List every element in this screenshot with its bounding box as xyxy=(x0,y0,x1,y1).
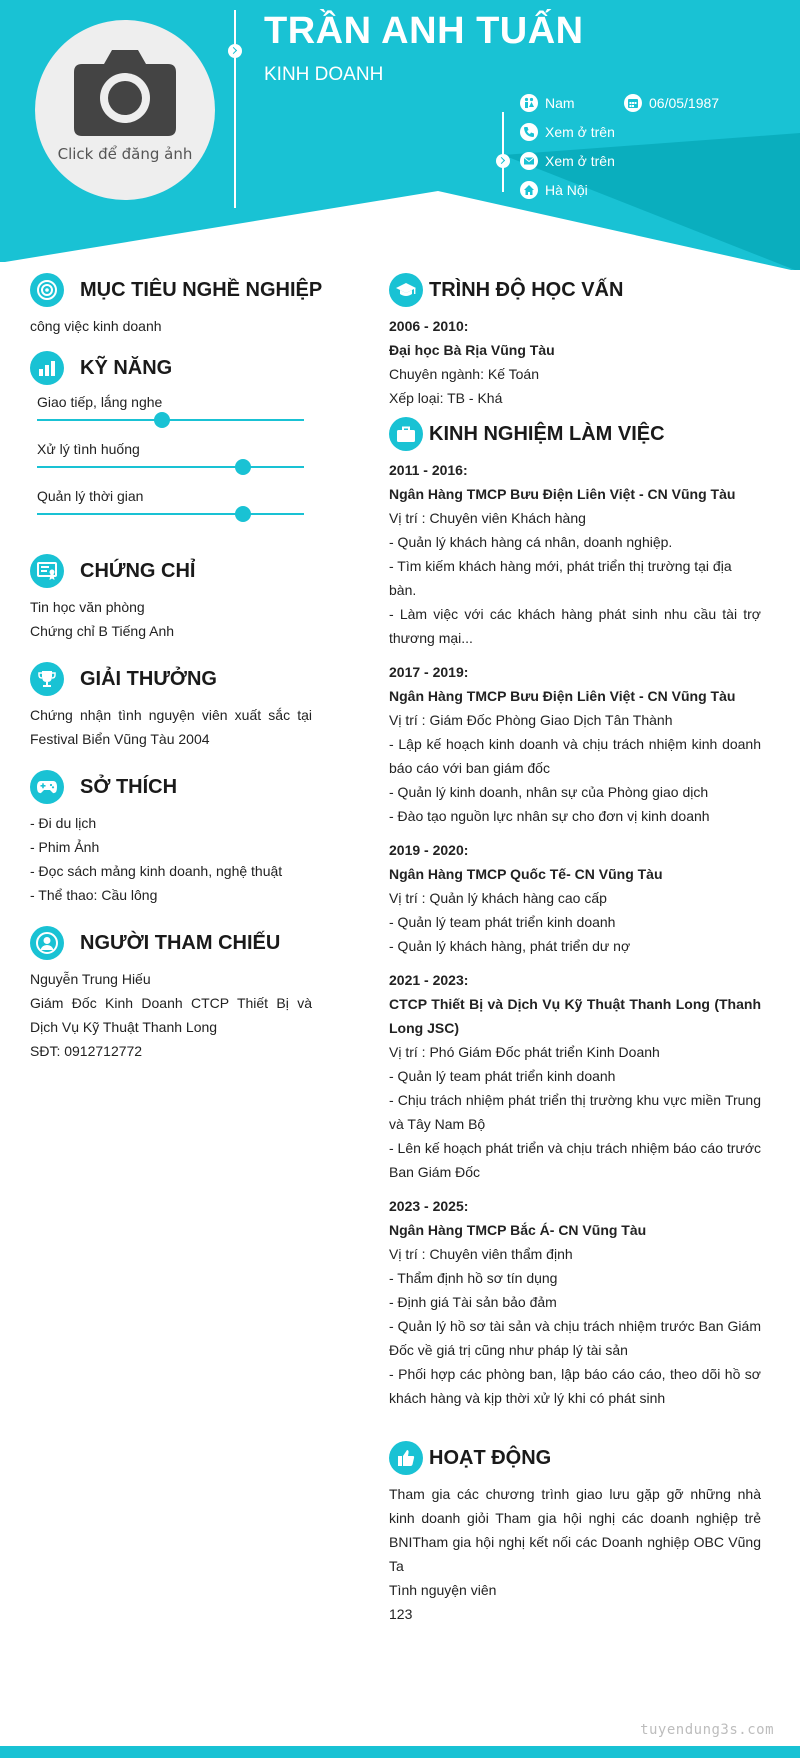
section-hobbies xyxy=(30,769,312,907)
section-title: NGƯỜI THAM CHIẾU xyxy=(80,931,281,954)
section-title: KỸ NĂNG xyxy=(80,356,173,379)
skill-level-marker xyxy=(235,506,251,522)
job-company: Ngân Hàng TMCP Bưu Điện Liên Việt - CN Vũng Tàu xyxy=(389,486,736,502)
briefcase-icon xyxy=(389,417,423,451)
job-line: Vị trí : Quản lý khách hàng cao cấp xyxy=(389,890,607,906)
job-line: - Quản lý team phát triển kinh doanh xyxy=(389,914,616,930)
mail-icon xyxy=(520,152,538,170)
objective-text: công việc kinh doanh xyxy=(30,318,162,334)
phone-value: Xem ở trên xyxy=(545,124,615,140)
certificate-item: Chứng chỉ B Tiếng Anh xyxy=(30,623,175,639)
candidate-name: TRẦN ANH TUẤN xyxy=(264,10,584,52)
section-header xyxy=(389,1440,761,1476)
job-entry xyxy=(389,968,761,1184)
info-phone xyxy=(520,123,615,141)
phone-icon xyxy=(520,123,538,141)
section-title: MỤC TIÊU NGHỀ NGHIỆP xyxy=(80,278,323,301)
address-value: Hà Nội xyxy=(545,182,588,198)
email-value: Xem ở trên xyxy=(545,153,615,169)
job-period: 2019 - 2020: xyxy=(389,842,469,858)
section-header xyxy=(30,272,323,308)
job-line: - Tìm kiếm khách hàng mới, phát triển thị trường tại địa bàn. xyxy=(389,558,732,598)
section-education xyxy=(389,272,761,410)
job-line: - Đào tạo nguồn lực nhân sự cho đơn vị kinh doanh xyxy=(389,808,710,824)
skill-level-marker xyxy=(235,459,251,475)
job-line: - Quản lý khách hàng cá nhân, doanh nghiệp. xyxy=(389,534,673,550)
job-line: - Phối hợp các phòng ban, lập báo cáo cáo, theo dõi hồ sơ khách hàng và kịp thời xử lý khi có phát sinh xyxy=(389,1366,761,1406)
resume-header xyxy=(0,0,800,270)
job-company: Ngân Hàng TMCP Bắc Á- CN Vũng Tàu xyxy=(389,1222,647,1238)
watermark: tuyendung3s.com xyxy=(640,1722,774,1738)
hobby-item: - Đọc sách mảng kinh doanh, nghệ thuật xyxy=(30,863,283,879)
section-header xyxy=(30,661,312,697)
job-company: Ngân Hàng TMCP Quốc Tế- CN Vũng Tàu xyxy=(389,866,663,882)
job-entry xyxy=(389,838,761,958)
info-address xyxy=(520,181,588,199)
bar-chart-icon xyxy=(30,351,64,385)
camera-icon xyxy=(72,44,178,136)
education-period: 2006 - 2010: xyxy=(389,318,469,334)
right-column xyxy=(389,272,761,1626)
education-grade: Xếp loại: TB - Khá xyxy=(389,390,503,406)
education-major: Chuyên ngành: Kế Toán xyxy=(389,366,539,382)
skill-level-marker xyxy=(154,412,170,428)
birthday-value: 06/05/1987 xyxy=(649,95,720,111)
hobby-item: - Thể thao: Cầu lông xyxy=(30,887,158,903)
trophy-icon xyxy=(30,662,64,696)
job-line: Vị trí : Chuyên viên thẩm định xyxy=(389,1246,573,1262)
job-line: - Định giá Tài sản bảo đảm xyxy=(389,1294,557,1310)
gender-value: Nam xyxy=(545,95,575,111)
section-title: TRÌNH ĐỘ HỌC VẤN xyxy=(429,278,624,301)
job-line: - Quản lý team phát triển kinh doanh xyxy=(389,1068,616,1084)
job-line: - Lên kế hoạch phát triển và chịu trách nhiệm báo cáo trước Ban Giám Đốc xyxy=(389,1140,761,1180)
gamepad-icon xyxy=(30,770,64,804)
job-line: - Làm việc với các khách hàng phát sinh nhu cầu tài trợ thương mại... xyxy=(389,606,761,646)
job-line: Vị trí : Chuyên viên Khách hàng xyxy=(389,510,586,526)
skill-label: Giao tiếp, lắng nghe xyxy=(37,394,163,410)
chevron-right-icon xyxy=(496,154,510,168)
activities-line: Tình nguyện viên xyxy=(389,1582,497,1598)
education-school: Đại học Bà Rịa Vũng Tàu xyxy=(389,342,555,358)
job-company: CTCP Thiết Bị và Dịch Vụ Kỹ Thuật Thanh Long (Thanh Long JSC) xyxy=(389,996,761,1036)
left-column xyxy=(30,272,323,1063)
section-reference xyxy=(30,925,312,1063)
section-objective xyxy=(30,272,323,338)
info-email xyxy=(520,152,615,170)
activities-text: Tham gia các chương trình giao lưu gặp gỡ những nhà kinh doanh giỏi Tham gia hội nghị các doanh nghiệp trẻ BNITham gia hội nghị kết nối các Doanh nghiệp OBC Vũng Ta xyxy=(389,1486,761,1574)
job-line: - Quản lý khách hàng, phát triển dư nợ xyxy=(389,938,631,954)
hobby-item: - Đi du lịch xyxy=(30,815,97,831)
section-awards xyxy=(30,661,312,751)
thumbs-up-icon xyxy=(389,1441,423,1475)
section-header xyxy=(30,553,312,589)
section-header xyxy=(30,350,312,386)
footer-bar xyxy=(0,1746,800,1758)
skill-item xyxy=(30,486,312,533)
info-gender xyxy=(520,94,575,112)
section-skills xyxy=(30,350,312,533)
job-line: Vị trí : Phó Giám Đốc phát triển Kinh Doanh xyxy=(389,1044,660,1060)
job-entry xyxy=(389,458,761,650)
section-title: KINH NGHIỆM LÀM VIỆC xyxy=(429,422,665,445)
home-icon xyxy=(520,181,538,199)
skill-bar xyxy=(37,513,304,515)
graduation-cap-icon xyxy=(389,273,423,307)
avatar-hint: Click để đăng ảnh xyxy=(57,145,193,163)
hobby-item: - Phim Ảnh xyxy=(30,839,100,855)
job-line: Vị trí : Giám Đốc Phòng Giao Dịch Tân Thành xyxy=(389,712,673,728)
section-header xyxy=(30,769,312,805)
person-icon xyxy=(30,926,64,960)
skill-bar xyxy=(37,419,304,421)
skill-label: Xử lý tình huống xyxy=(37,441,140,457)
reference-name: Nguyễn Trung Hiếu xyxy=(30,971,151,987)
job-period: 2021 - 2023: xyxy=(389,972,469,988)
section-title: CHỨNG CHỈ xyxy=(80,559,196,582)
candidate-position: KINH DOANH xyxy=(264,64,384,85)
skill-item xyxy=(30,439,312,486)
section-header xyxy=(30,925,312,961)
award-text: Chứng nhận tình nguyện viên xuất sắc tại Festival Biển Vũng Tàu 2004 xyxy=(30,707,312,747)
header-divider xyxy=(234,10,236,208)
calendar-icon xyxy=(624,94,642,112)
chevron-right-icon xyxy=(228,44,242,58)
section-certificates xyxy=(30,553,312,643)
job-period: 2011 - 2016: xyxy=(389,462,468,478)
info-divider xyxy=(502,112,504,192)
gender-icon xyxy=(520,94,538,112)
info-birthday xyxy=(624,94,719,112)
job-line: - Thẩm định hồ sơ tín dụng xyxy=(389,1270,558,1286)
certificate-item: Tin học văn phòng xyxy=(30,599,145,615)
job-period: 2023 - 2025: xyxy=(389,1198,469,1214)
target-icon xyxy=(30,273,64,307)
section-title: GIẢI THƯỞNG xyxy=(80,667,217,690)
avatar-upload[interactable] xyxy=(35,20,215,200)
job-entry xyxy=(389,1194,761,1410)
skill-label: Quản lý thời gian xyxy=(37,488,144,504)
section-header xyxy=(389,416,761,452)
job-entry xyxy=(389,660,761,828)
section-title: SỞ THÍCH xyxy=(80,775,178,798)
reference-role: Giám Đốc Kinh Doanh CTCP Thiết Bị và Dịch Vụ Kỹ Thuật Thanh Long xyxy=(30,995,312,1035)
job-line: - Lập kế hoạch kinh doanh và chịu trách nhiệm kinh doanh báo cáo với ban giám đốc xyxy=(389,736,761,776)
section-activities xyxy=(389,1440,761,1626)
job-period: 2017 - 2019: xyxy=(389,664,469,680)
section-header xyxy=(389,272,761,308)
section-experience xyxy=(389,416,761,1410)
job-company: Ngân Hàng TMCP Bưu Điện Liên Việt - CN Vũng Tàu xyxy=(389,688,736,704)
certificate-icon xyxy=(30,554,64,588)
skill-bar xyxy=(37,466,304,468)
job-line: - Quản lý kinh doanh, nhân sự của Phòng giao dịch xyxy=(389,784,709,800)
job-line: - Chịu trách nhiệm phát triển thị trường khu vực miền Trung và Tây Nam Bộ xyxy=(389,1092,761,1132)
skills-list xyxy=(30,392,312,533)
skill-item xyxy=(30,392,312,439)
job-line: - Quản lý hồ sơ tài sản và chịu trách nhiệm trước Ban Giám Đốc về giá trị cũng như pháp lý tài sản xyxy=(389,1318,761,1358)
section-title: HOẠT ĐỘNG xyxy=(429,1446,552,1469)
activities-line: 123 xyxy=(389,1606,413,1622)
reference-phone: SĐT: 0912712772 xyxy=(30,1043,143,1059)
